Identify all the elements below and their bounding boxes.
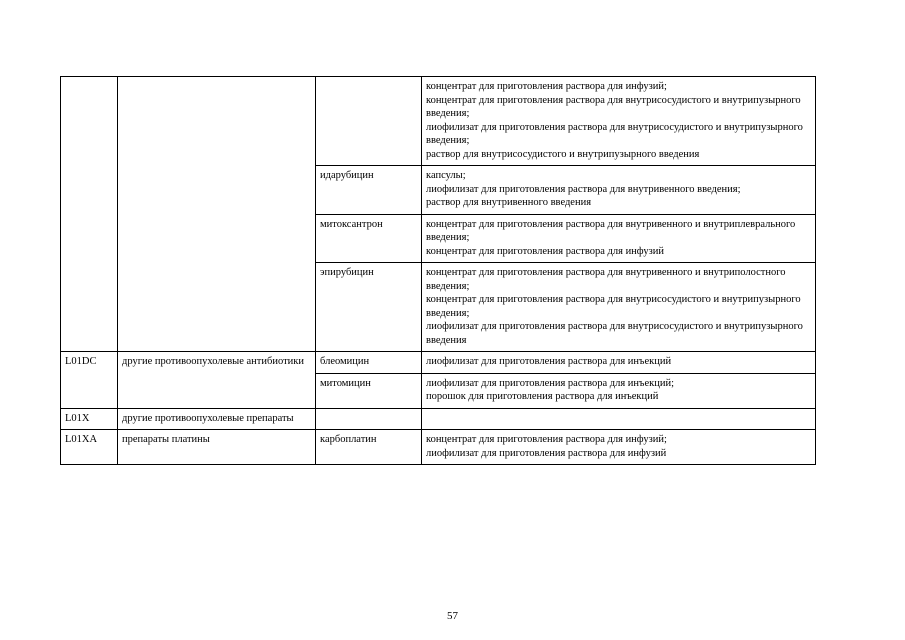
page-number: 57	[447, 610, 458, 622]
dosage-form: лиофилизат для приготовления раствора для внутрисосудистого и внутрипузырного введения;	[426, 121, 803, 146]
dosage-form: порошок для приготовления раствора для инъекций	[426, 391, 659, 402]
atc-code-cell: L01XA	[61, 430, 118, 465]
dosage-forms-cell	[422, 77, 816, 166]
dosage-form: лиофилизат для приготовления раствора для инфузий	[426, 447, 667, 459]
dosage-form: концентрат для приготовления раствора для инфузий	[426, 245, 664, 257]
dosage-forms-cell	[422, 352, 816, 374]
group-name-cell: другие противоопухолевые препараты	[118, 408, 316, 430]
dosage-form: концентрат для приготовления раствора для внутривенного и внутриплеврального введения;	[426, 218, 796, 243]
table-row	[61, 430, 816, 465]
atc-code-cell: L01DC	[61, 352, 118, 409]
drug-table	[60, 76, 816, 465]
dosage-form: концентрат для приготовления раствора для внутривенного и внутриполостного введения;	[426, 267, 786, 292]
table-row	[61, 352, 816, 374]
dosage-forms-cell	[422, 166, 816, 215]
dosage-form: концентрат для приготовления раствора для инфузий;	[426, 81, 667, 92]
dosage-form: лиофилизат для приготовления раствора для внутривенного введения;	[426, 183, 741, 195]
table-row	[61, 408, 816, 430]
dosage-form: лиофилизат для приготовления раствора для инъекций;	[426, 377, 675, 389]
group-name-cell: препараты платины	[118, 430, 316, 465]
dosage-forms-cell	[422, 408, 816, 430]
dosage-form: капсулы;	[426, 170, 466, 181]
table-row	[61, 77, 816, 166]
dosage-form: раствор для внутрисосудистого и внутрипузырного введения	[426, 148, 700, 160]
dosage-form: лиофилизат для приготовления раствора для инъекций	[426, 356, 672, 367]
group-name-cell	[118, 77, 316, 352]
group-name-cell: другие противоопухолевые антибиотики	[118, 352, 316, 409]
drug-name-cell: митоксантрон	[316, 214, 422, 263]
dosage-forms-cell	[422, 263, 816, 352]
drug-name-cell: блеомицин	[316, 352, 422, 374]
drug-name-cell	[316, 77, 422, 166]
atc-code-cell: L01X	[61, 408, 118, 430]
atc-code-cell	[61, 77, 118, 352]
drug-name-cell: эпирубицин	[316, 263, 422, 352]
dosage-form: раствор для внутривенного введения	[426, 197, 592, 208]
drug-name-cell	[316, 408, 422, 430]
dosage-form: концентрат для приготовления раствора для внутрисосудистого и внутрипузырного введения;	[426, 294, 801, 319]
drug-name-cell: митомицин	[316, 373, 422, 408]
drug-name-cell: идарубицин	[316, 166, 422, 215]
dosage-forms-cell	[422, 373, 816, 408]
drug-name-cell: карбоплатин	[316, 430, 422, 465]
dosage-form: лиофилизат для приготовления раствора для внутрисосудистого и внутрипузырного введения	[426, 321, 803, 346]
dosage-forms-cell	[422, 214, 816, 263]
dosage-form: концентрат для приготовления раствора для внутрисосудистого и внутрипузырного введения;	[426, 94, 801, 119]
dosage-forms-cell	[422, 430, 816, 465]
dosage-form: концентрат для приготовления раствора для инфузий;	[426, 434, 667, 445]
